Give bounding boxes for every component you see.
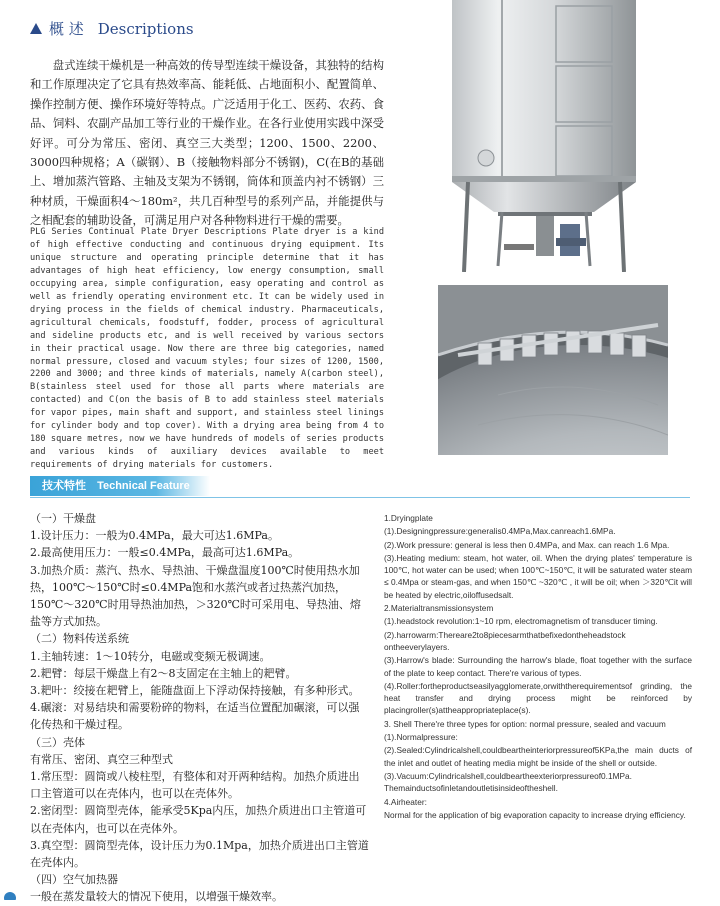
descriptions-heading-cn: 概 述 — [49, 20, 84, 38]
list-item: 3. Shell There're three types for option: normal pressure, sealed and vacuum — [384, 718, 666, 729]
description-paragraph-en: PLG Series Continual Plate Dryer Descriptions Plate dryer is a kind of high effective conducting and continuous drying equipment. Its unique structure and operating principle determine that it has advantages of high heat efficiency, low energy consumption, small occupying area, simple configuration, easy operating and control as well as friendly operating environment etc. It can be widely used in drying process in the fields of chemical industry. Pharmaceuticals, agricultural chemicals, foodstuff, fodder, process of agricultural and sideline products etc, and is well received by various sectors in their practical usage. Now there are three big categories, named normal pressure, closed and vacuum styles; four sizes of 1200, 1500, 2200 and 3000; and three kinds of materials, namely A(carbon steel), B(stainless steel used for those all parts where materials are contacted) and C(on the basis of B to add stainless steel materials for vapor pipes, main shaft and support, and stainless steel linings for cylinder body and top cover). With a drying area being from 4 to 180 square metres, now we have hundreds of models of series products and various kinds of auxiliary devices available to meet requirements of drying materials for customers. — [30, 227, 384, 471]
list-item: 2.耙臂：每层干燥盘上有2～8支固定在主轴上的耙臂。 — [30, 666, 297, 680]
list-item: (3).Vacuum:Cylindricalshell,couldbeartheexteriorpressureof0.1MPa. Themainductsofinletandoutletisinsideoftheshell. — [384, 770, 632, 794]
descriptions-heading — [30, 18, 194, 39]
technical-feature-heading — [30, 476, 210, 496]
dryer-interior-photo — [438, 285, 668, 455]
list-item: (2).Sealed:Cylindricalshell,couldbeartheinteriorpressureof5KPa,the main ducts of the inlet and outlet of heating media might be inside of the shell or outside. — [384, 745, 692, 768]
list-item: 3.耙叶：绞接在耙臂上，能随盘面上下浮动保持接触，有多种形式。 — [30, 684, 360, 698]
list-item: 一般在蒸发量较大的情况下使用，以增强干燥效率。 — [30, 890, 283, 904]
list-item: 1.Dryingplate — [384, 513, 433, 523]
plate-dryer-photo — [444, 0, 644, 272]
list-item: 1.设计压力：一般为0.4MPa，最大可达1.6MPa。 — [30, 529, 279, 543]
features-list-en — [384, 512, 692, 822]
list-item: 4.Airheater: — [384, 796, 427, 807]
list-item: (4).Roller:fortheproductseasilyagglomerate,orwiththerequirementsof grinding, the heat transfer and drying process might be reinforced by placingroller(s)attheappropriateplace(s). — [384, 680, 692, 716]
list-item: 2.密闭型：圆筒型壳体，能承受5Kpa内压，加热介质进出口主管道可以在壳体内，也可以在壳体外。 — [30, 804, 367, 835]
list-item: (1).Normalpressure: — [384, 732, 458, 743]
technical-feature-heading-cn: 技术特性 — [42, 480, 86, 492]
list-item: （一）干燥盘 — [30, 512, 96, 525]
list-item: (2).harrowarm:Thereare2to8piecesarmthatbefixedontheheadstock ontheeverylayers. — [384, 629, 626, 652]
list-item: (1).headstock revolution:1~10 rpm, electromagnetism of transducer timing. — [384, 616, 658, 627]
features-list-cn — [30, 510, 370, 906]
list-item: (1).Designingpressure:generalis0.4MPa,Max.canreach1.6MPa. — [384, 526, 616, 537]
list-item: 2.Materialtransmissionsystem — [384, 603, 494, 614]
triangle-icon — [30, 23, 42, 34]
list-item: （三）壳体 — [30, 735, 85, 749]
list-item: 3.加热介质：蒸汽、热水、导热油、干燥盘温度100℃时使用热水加热，100℃～150℃时≤0.4MPa饱和水蒸汽或者过热蒸汽加热，150℃～320℃时用导热油加热，＞320℃时可采用电、导热油、熔盐等方式加热。 — [30, 563, 361, 629]
list-item: 3.真空型：圆筒型壳体，设计压力为0.1Mpa，加热介质进出口主管道在壳体内。 — [30, 838, 369, 870]
list-item: (3).Harrow's blade: Surrounding the harrow's blade, float together with the surface of the plate to keep contact. There're various of types. — [384, 655, 692, 678]
list-item: 1.常压型：圆筒或八棱柱型，有整体和对开两种结构。加热介质进出口主管道可以在壳体内，也可以在壳体外。 — [30, 770, 360, 801]
list-item: (3).Heating medium: steam, hot water, oil. When the drying plates' temperature is 100℃, hot water can be used; when 100℃~150℃, it will be saturated water steam ≤ 0.4Mpa or steam-gas, and when 150℃ ~320℃ , it will be oil; when ＞320℃it will be heated by electric,oiloffusedsalt. — [384, 552, 692, 600]
description-paragraph-cn: 盘式连续干燥机是一种高效的传导型连续干燥设备，其独特的结构和工作原理决定了它具有热效率高、能耗低、占地面积小、配置简单、操作控制方便、操作环境好等特点。广泛适用于化工、医药、农药、食品、饲料、农副产品加工等行业的干燥作业。在各行业使用实践中深受好评。可分为常压、密闭、真空三大类型；1200、1500、2200、3000四种规格；A（碳钢）、B（接触物料部分不锈钢)，C(在B的基础上、增加蒸汽管路、主轴及支架为不锈钢，筒体和顶盖内衬不锈钢）三种材质，干燥面积4～180m²，共几百种型号的系列产品，并能提供与之相配套的辅助设备，可满足用户对各种物料进行干燥的需要。 — [30, 58, 384, 228]
list-item: （二）物料传送系统 — [30, 632, 129, 646]
list-item: Normal for the application of big evaporation capacity to increase drying efficiency. — [384, 809, 686, 820]
technical-feature-heading-en: Technical Feature — [97, 480, 190, 492]
list-item: （四）空气加热器 — [30, 873, 118, 887]
list-item: 有常压、密闭、真空三种型式 — [30, 752, 173, 766]
list-item: 2.最高使用压力：一般≤0.4MPa，最高可达1.6MPa。 — [30, 546, 300, 560]
descriptions-heading-en: Descriptions — [97, 19, 194, 38]
list-item: 1.主轴转速：1～10转分，电磁或变频无极调速。 — [30, 649, 271, 663]
section-divider — [30, 497, 690, 498]
list-item: 4.碾滚：对易结块和需要粉碎的物料，在适当位置配加碾滚，可以强化传热和干燥过程。 — [30, 701, 360, 732]
page-footer — [0, 886, 720, 900]
list-item: (2).Work pressure: general is less then 0.4MPa, and Max. can reach 1.6 Mpa. — [384, 539, 670, 550]
